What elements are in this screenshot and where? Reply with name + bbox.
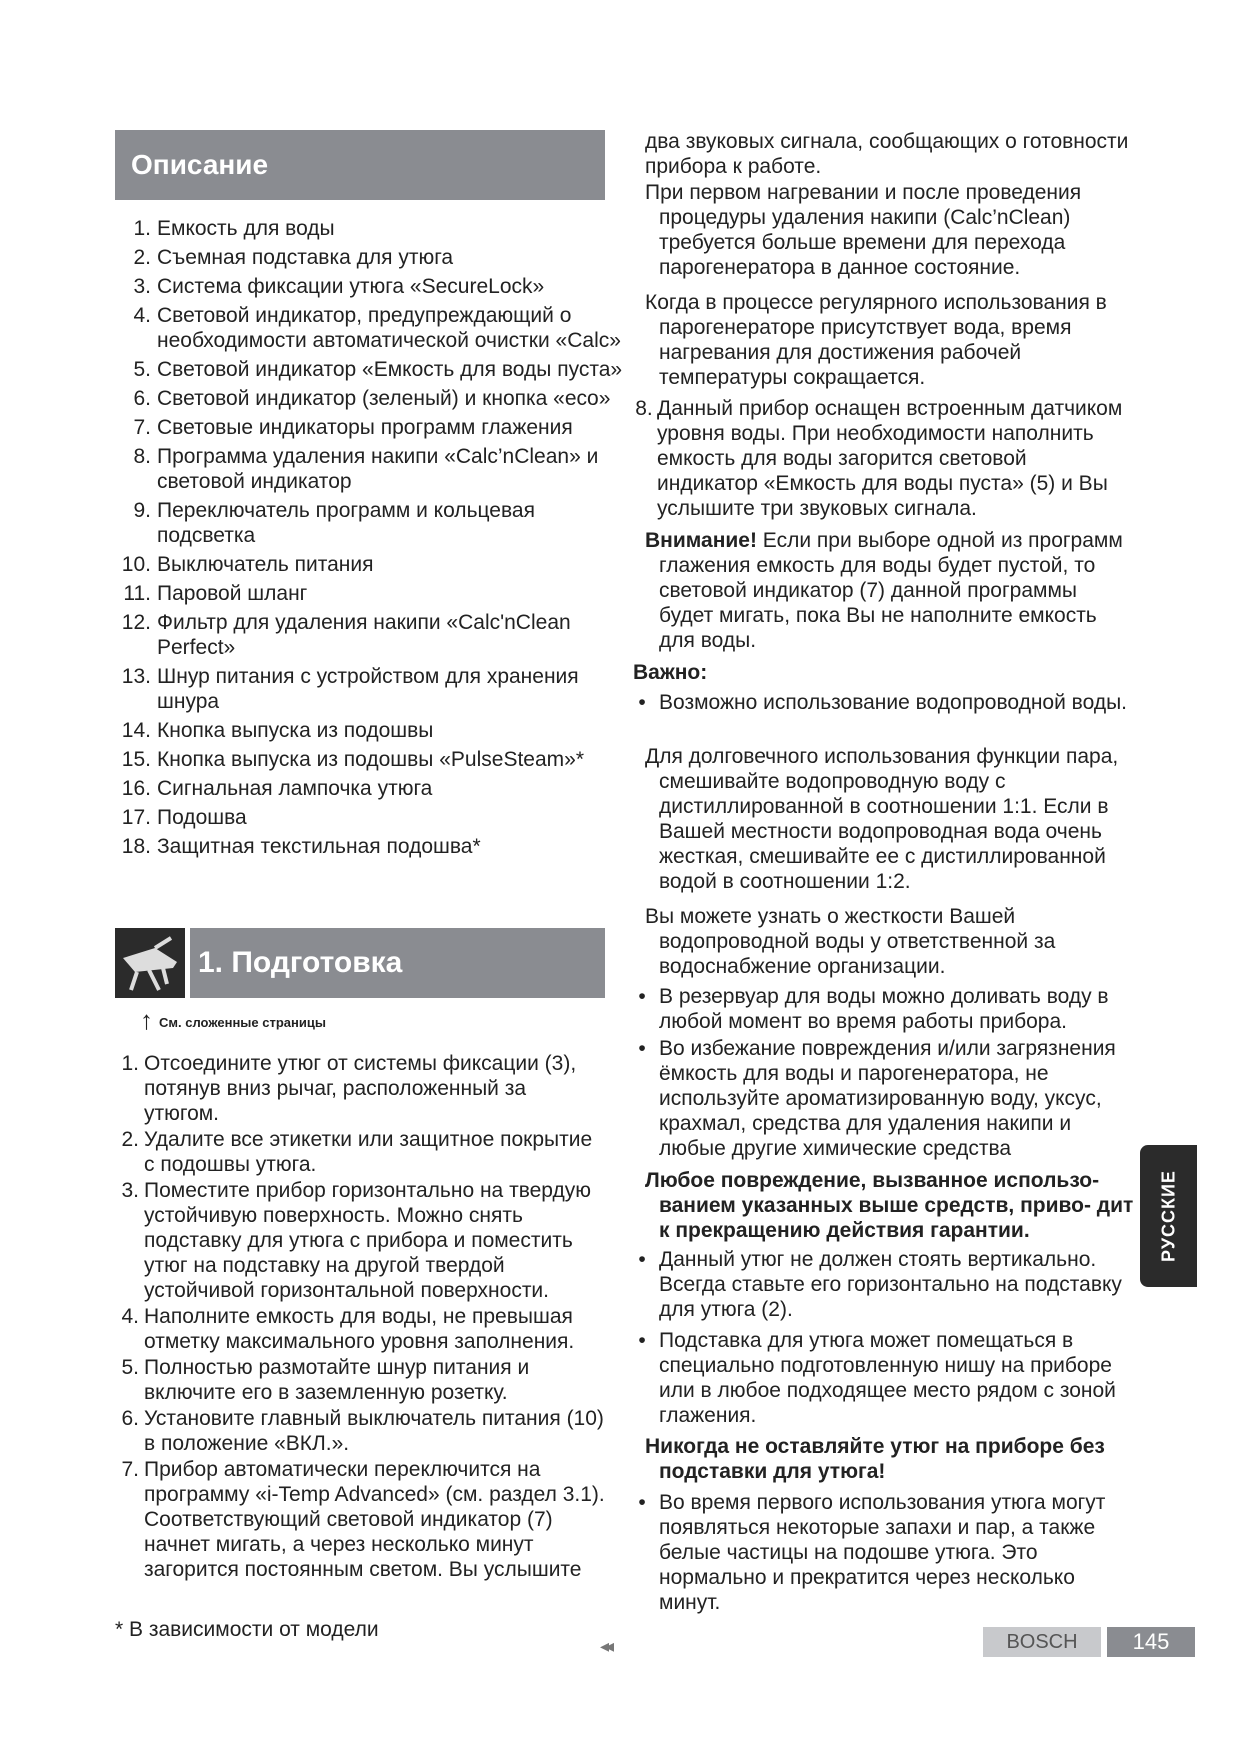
list-item: 5. Полностью размотайте шнур питания и включите его в заземленную розетку. [121,1356,530,1404]
list-item: 17. Подошва [121,806,247,829]
list-item: 8. Программа удаления накипи «Calc’nClean» и световой индикатор [133,445,599,493]
list-item: 7. Световые индикаторы программ глажения [133,416,573,439]
iron-icon [115,928,185,998]
paragraph: Когда в процессе регулярного использования в парогенераторе присутствует вода, время нагревания для достижения рабочей температуры сокращается. [645,291,1107,389]
list-item: 18. Защитная текстильная подошва* [121,835,481,858]
important-label: Важно: [633,661,708,684]
bullet-item: • Возможно использование водопроводной воды. [638,691,1127,714]
list-item: 13. Шнур питания с устройством для хранения шнура [121,665,579,713]
step-8: 8. Данный прибор оснащен встроенным датчиком уровня воды. При необходимости наполнить емкость для воды загорится световой индикатор «Емкость для воды пуста» (5) и Вы услышите три звуковых сигнала. [635,397,1123,520]
list-item: 3. Поместите прибор горизонтально на твердую устойчивую поверхность. Можно снять подставку для утюга с прибора и поместить утюг на подставку на другой твердой устойчивой горизонтальной поверхности. [121,1179,591,1302]
list-item: 6. Световой индикатор (зеленый) и кнопка «eco» [133,387,611,410]
arrow-up-icon: ↑ [140,1005,153,1035]
page-number: 145 [1107,1627,1195,1657]
section-title: 1. Подготовка [198,946,403,979]
list-item: 10. Выключатель питания [121,553,374,576]
warranty-warning: Любое повреждение, вызванное использо- ванием указанных выше средств, приво- дит к прекращению действия гарантии. [645,1169,1134,1242]
list-item: 1. Отсоедините утюг от системы фиксации (3), потянув вниз рычаг, расположенный за утюгом. [121,1052,577,1125]
back-arrows-icon: ◂◂ [600,1636,611,1656]
list-item: 7. Прибор автоматически переключится на программу «i-Temp Advanced» (см. раздел 3.1). Соответствующий световой индикатор (7) начнет мигать, а через несколько минут загорится постоянным светом. Вы услышите [121,1458,605,1581]
list-item: 1. Емкость для воды [133,217,335,240]
attention-note: Внимание! Если при выборе одной из программ глажения емкость для воды будет пустой, то световой индикатор (7) данной программы будет мигать, пока Вы не наполните емкость для воды. [645,529,1123,652]
list-item: 15. Кнопка выпуска из подошвы «PulseSteam»* [121,748,584,771]
list-item: 14. Кнопка выпуска из подошвы [121,719,434,742]
bullet-item: • Данный утюг не должен стоять вертикально. Всегда ставьте его горизонтально на подставку для утюга (2). [638,1248,1122,1321]
paragraph: Для долговечного использования функции пара, смешивайте водопроводную воду с дистиллированной в соотношении 1:1. Если в Вашей местности водопроводная вода очень жесткая, смешивайте ее с дистиллированной водой в соотношении 1:2. [645,745,1119,893]
list-item: 2. Удалите все этикетки или защитное покрытие с подошвы утюга. [121,1128,593,1176]
section-header-preparation [190,928,605,998]
language-tab: РУССКИЕ [1140,1145,1197,1287]
list-item: 4. Наполните емкость для воды, не превышая отметку максимального уровня заполнения. [121,1305,575,1353]
list-item: 11. Паровой шланг [123,582,308,605]
bullet-item: • Во время первого использования утюга могут появляться некоторые запахи и пар, а также белые частицы на подошве утюга. Это нормально и прекратится через несколько минут. [638,1491,1106,1614]
list-item: 16. Сигнальная лампочка утюга [121,777,433,800]
stand-warning: Никогда не оставляйте утюг на приборе без подставки для утюга! [645,1435,1105,1483]
paragraph: два звуковых сигнала, сообщающих о готовности прибора к работе. [645,130,1129,178]
parts-list [115,216,635,863]
list-item: 3. Система фиксации утюга «SecureLock» [133,275,545,298]
section-title: Описание [131,149,269,180]
paragraph: Вы можете узнать о жесткости Вашей водопроводной воды у ответственной за водоснабжение организации. [645,905,1056,978]
see-folded-note: ↑ См. сложенные страницы [140,1005,326,1035]
bullet-item: • В резервуар для воды можно доливать воду в любой момент во время работы прибора. [638,985,1109,1033]
list-item: 12. Фильтр для удаления накипи «Calc'nClean Perfect» [121,611,571,659]
section-header-description [115,130,605,200]
brand-label: BOSCH [983,1627,1101,1657]
list-item: 4. Световой индикатор, предупреждающий о необходимости автоматической очистки «Calc» [133,304,621,352]
bullet-item: • Во избежание повреждения и/или загрязнения ёмкость для воды и парогенератора, не используйте ароматизированную воду, уксус, крахмал, средства для удаления накипи и любые другие химические средства [638,1037,1116,1160]
paragraph: При первом нагревании и после проведения процедуры удаления накипи (Calc’nClean) требуется больше времени для перехода парогенератора в данное состояние. [645,181,1082,279]
list-item: 6. Установите главный выключатель питания (10) в положение «ВКЛ.». [121,1407,604,1455]
bullet-item: • Подставка для утюга может помещаться в специально подготовленную нишу на приборе или в любое подходящее место рядом с зоной глажения. [638,1329,1116,1427]
preparation-steps [115,1051,605,1583]
list-item: 9. Переключатель программ и кольцевая подсветка [133,499,535,547]
list-item: 2. Съемная подставка для утюга [133,246,454,269]
footnote: * В зависимости от модели [115,1618,379,1641]
list-item: 5. Световой индикатор «Емкость для воды пуста» [133,358,623,381]
